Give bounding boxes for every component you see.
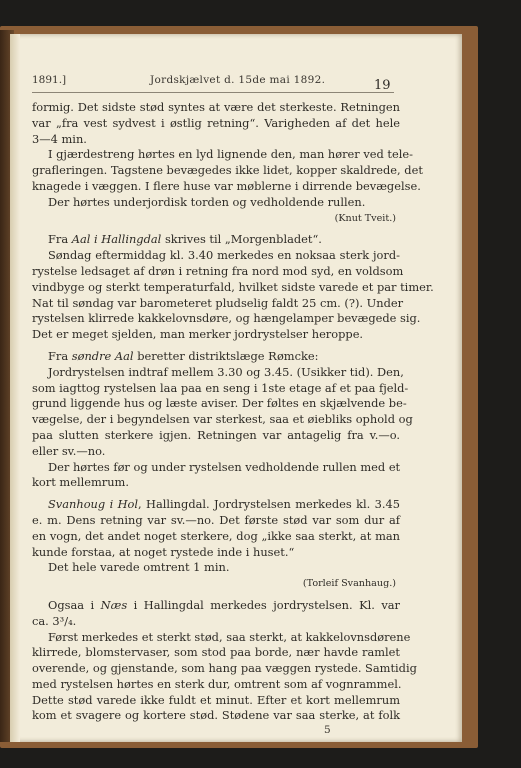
book-page — [10, 34, 462, 742]
text-span: kort mellemrum. — [32, 475, 129, 490]
text-span: kom et svagere og kortere stød. Stødene var saa sterke, at folk — [32, 708, 400, 723]
text-span: vindbyge og sterkt temperaturfald, hvilket sidste varede et par timer. — [32, 279, 434, 294]
running-head-title: Jordskjælvet d. 15de mai 1892. — [150, 74, 326, 86]
text-line — [32, 661, 417, 677]
text-line — [32, 708, 400, 724]
text-line — [32, 132, 400, 148]
text-span: overende, og gjenstande, som hang paa væggen rystede. Samtidig — [32, 661, 417, 676]
text-span: e. m. Dens retning var sv.—no. Det første stød var som dur af — [32, 512, 400, 527]
place-name: Næs — [100, 597, 128, 612]
text-span: med rystelsen hørtes en sterk dur, omtrent som af vognrammel. — [32, 676, 402, 691]
text-span: kunde forstaa, at noget rystede inde i huset.“ — [32, 544, 295, 559]
text-line — [32, 560, 400, 576]
place-name: Svanhoug i Hol — [48, 497, 139, 512]
place-name: søndre Aal — [71, 348, 134, 363]
text-line — [32, 248, 400, 264]
text-span: klirrede, blomstervaser, som stod paa borde, nær havde ramlet — [32, 645, 400, 660]
text-line — [32, 629, 411, 646]
text-span: paa slutten sterkere igjen. Retningen var antagelig fra v.—o. — [32, 427, 400, 442]
text-span: skrives til „Morgenbladet“. — [161, 232, 322, 247]
text-span: Det er meget sjelden, man merker jordrystelser heroppe. — [32, 327, 364, 342]
text-line — [32, 475, 400, 491]
text-span: formig. Det sidste stød syntes at være det sterkeste. Retningen — [32, 100, 400, 114]
text-span: (Knut Tveit.) — [334, 212, 396, 224]
text-span: i Hallingdal merkedes jordrystelsen. Kl. var — [127, 597, 400, 612]
text-line — [32, 349, 400, 365]
text-line — [32, 444, 400, 460]
header-rule — [32, 92, 394, 93]
page-number: 19 — [374, 78, 391, 93]
text-span: rystelse ledsaget af drøn i retning fra nord mod syd, en voldsom — [32, 263, 404, 278]
running-head — [32, 74, 402, 90]
text-line — [32, 263, 404, 280]
text-line — [32, 428, 400, 444]
text-span: Dette stød varede ikke fuldt et minut. Efter et kort mellemrum — [32, 692, 400, 707]
text-line — [32, 677, 400, 693]
text-line — [32, 529, 400, 545]
text-span: knagede i væggen. I flere huse var møblerne i dirrende bevægelse. — [32, 178, 421, 193]
signature-mark: 5 — [324, 724, 331, 736]
text-span: ca. 3³/₄. — [32, 613, 77, 628]
place-name: Aal i Hallingdal — [71, 232, 162, 247]
text-line — [32, 412, 413, 428]
text-line — [32, 163, 423, 179]
text-line — [32, 327, 400, 343]
text-span: Fra — [48, 232, 72, 247]
text-line — [32, 178, 421, 195]
text-line — [32, 100, 400, 116]
text-span: Nat til søndag var barometeret pludselig faldt 25 cm. (?). Under — [32, 295, 404, 310]
running-head-year: 1891.] — [32, 74, 67, 86]
text-span: eller sv.—no. — [32, 443, 106, 458]
text-span: vægelse, der i begyndelsen var sterkest, saa et øiebliks ophold og — [32, 412, 413, 427]
attribution-line — [32, 576, 400, 592]
text-span: en vogn, det andet noget sterkere, dog „ikke saa sterkt, at man — [32, 528, 400, 543]
text-line — [32, 380, 409, 397]
text-line — [32, 295, 404, 312]
text-span: 3—4 min. — [32, 131, 87, 146]
text-line — [32, 311, 421, 327]
text-line — [32, 614, 400, 630]
text-span: Ogsaa i — [48, 597, 101, 612]
attribution-line — [32, 211, 400, 227]
text-span: I gjærdestreng hørtes en lyd lignende den, man hører ved tele- — [48, 147, 413, 162]
text-line — [32, 147, 413, 163]
text-line — [32, 693, 400, 709]
text-span: Der hørtes før og under rystelsen vedholdende rullen med et — [48, 459, 401, 474]
body-text — [32, 100, 434, 724]
text-span: (Torleif Svanhaug.) — [302, 578, 396, 590]
text-line — [32, 598, 400, 614]
text-line — [32, 645, 400, 661]
text-span: Søndag eftermiddag kl. 3.40 merkedes en noksaa sterk jord- — [48, 248, 400, 263]
text-line — [32, 497, 400, 513]
text-span: Der hørtes underjordisk torden og vedholdende rullen. — [48, 194, 366, 209]
text-line — [32, 545, 400, 561]
page-gutter — [10, 34, 20, 742]
text-span: Fra — [48, 348, 72, 363]
text-span: Det hele varede omtrent 1 min. — [48, 560, 230, 575]
text-span: Først merkedes et sterkt stød, saa sterkt, at kakkelovnsdørene — [48, 629, 411, 644]
text-line — [32, 513, 400, 529]
text-span: var „fra vest sydvest i østlig retning“. Varigheden af det hele — [32, 115, 400, 130]
text-line — [32, 279, 434, 296]
text-line — [32, 396, 407, 412]
text-line — [32, 364, 404, 381]
text-span: grafleringen. Tagstene bevægedes ikke lidet, kopper skaldrede, det — [32, 163, 423, 178]
text-line — [32, 195, 400, 211]
text-span: rystelsen klirrede kakkelovnsdøre, og hængelamper bevægede sig. — [32, 311, 421, 326]
text-span: grund liggende hus og læste aviser. Der føltes en skjælvende be- — [32, 396, 407, 411]
text-line — [32, 460, 400, 476]
text-line — [32, 232, 400, 248]
text-span: , Hallingdal. Jordrystelsen merkedes kl. 3.45 — [138, 497, 400, 512]
text-line — [32, 116, 400, 132]
text-span: beretter distriktslæge Rømcke: — [133, 348, 319, 363]
text-span: som iagttog rystelsen laa paa en seng i 1ste etage af et paa fjeld- — [32, 380, 409, 395]
text-span: Jordrystelsen indtraf mellem 3.30 og 3.45. (Usikker tid). Den, — [48, 364, 404, 379]
